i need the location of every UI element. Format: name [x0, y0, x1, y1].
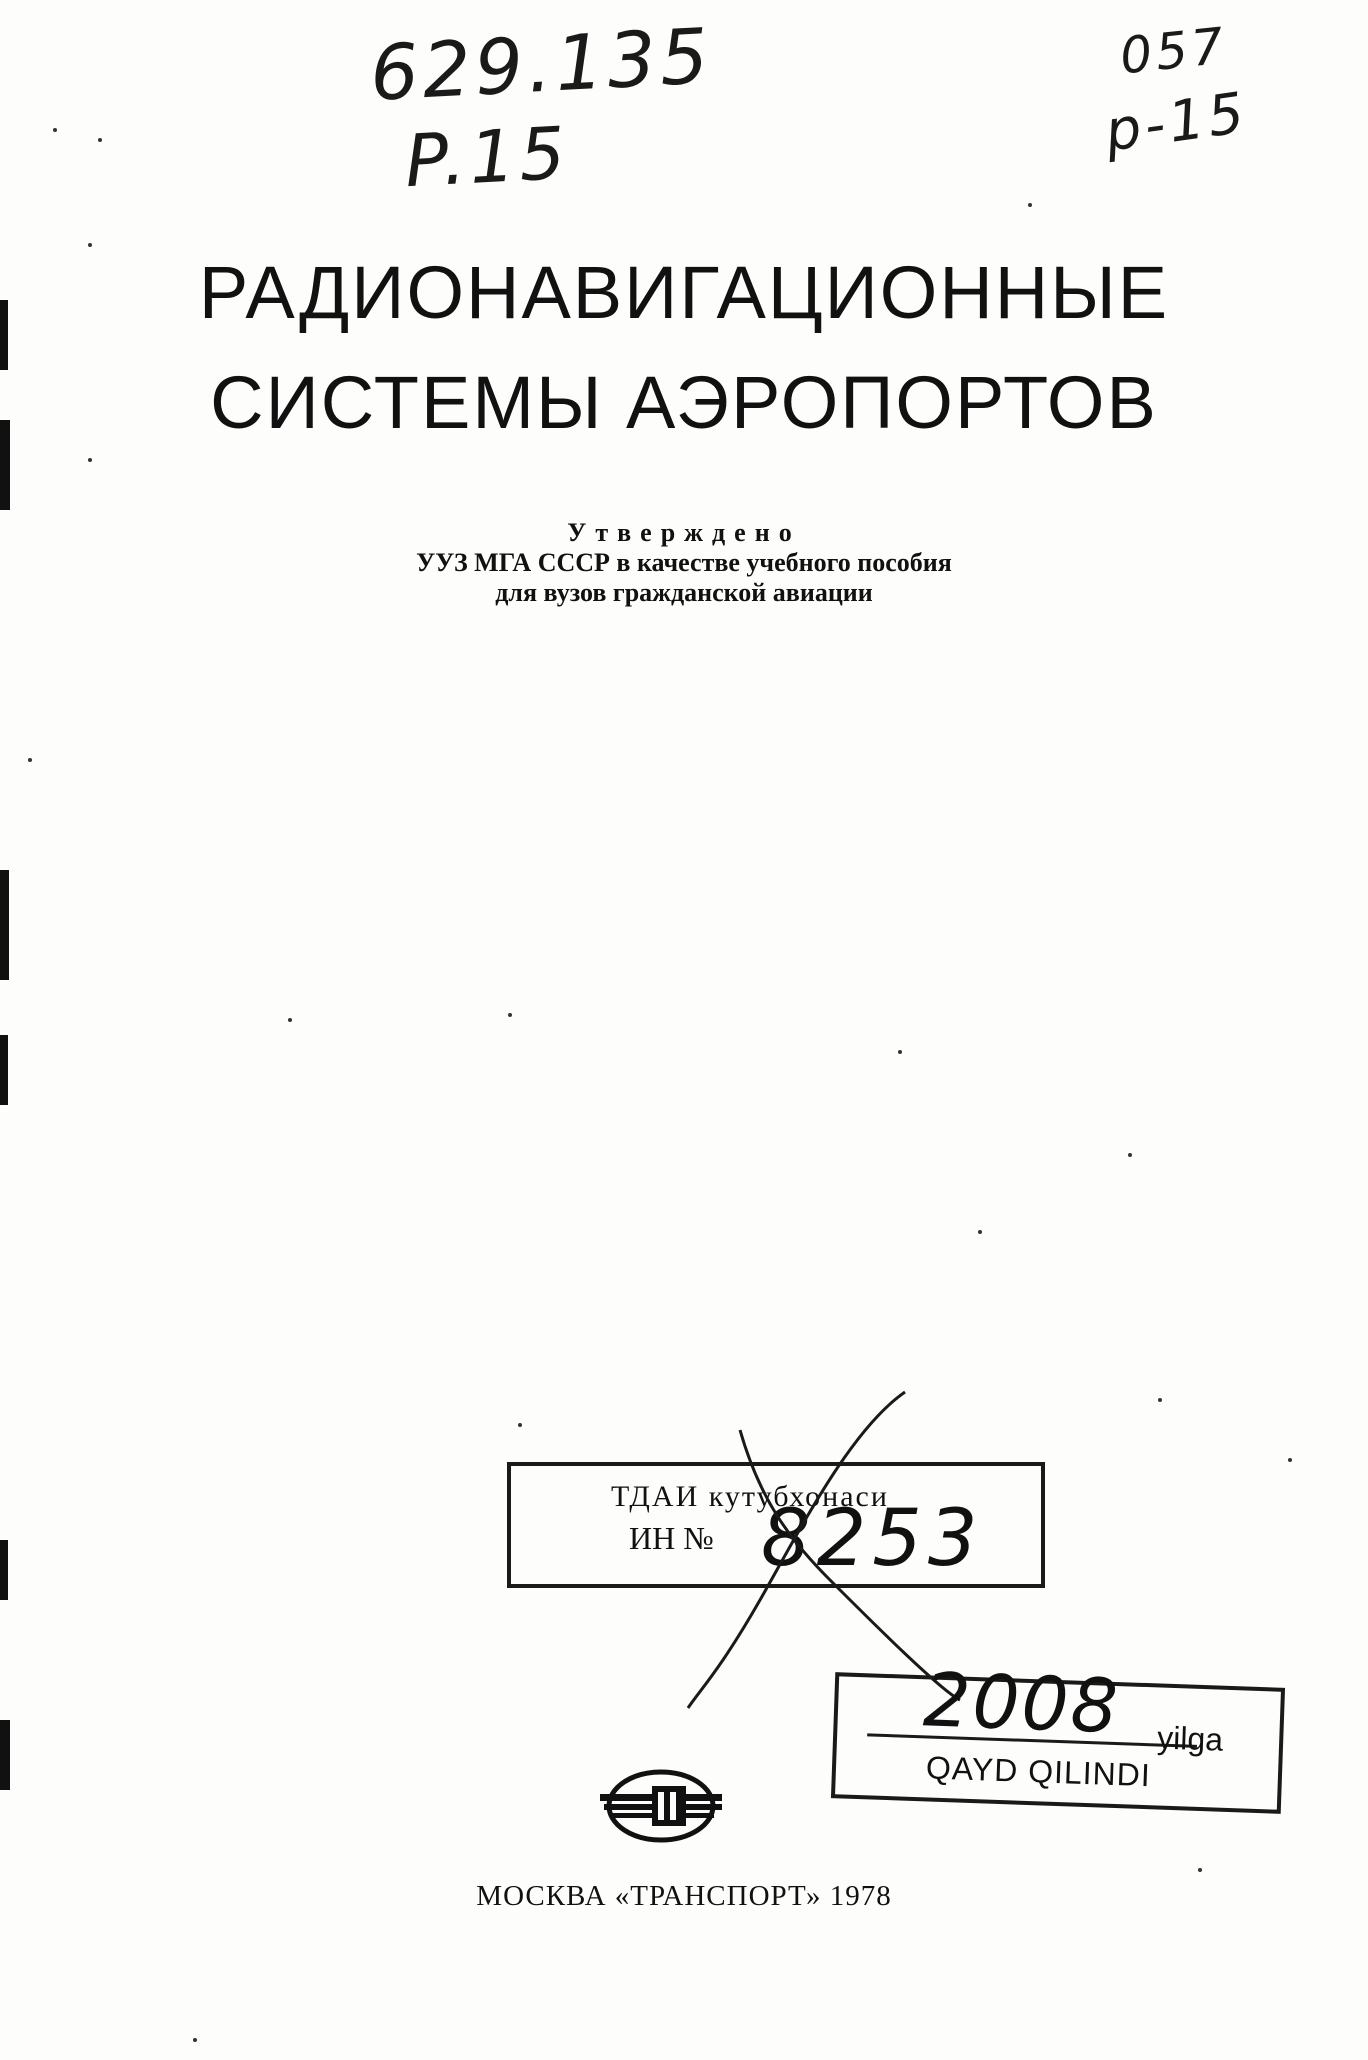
- publisher-emblem-icon: [600, 1768, 722, 1844]
- registration-label: QAYD QILINDI: [925, 1749, 1152, 1794]
- handwritten-shelf-mark: 057: [1117, 16, 1231, 86]
- handwritten-call-number: 629.135: [367, 11, 715, 118]
- publisher-imprint: МОСКВА «ТРАНСПОРТ» 1978: [476, 1880, 892, 1912]
- approval-heading: Утверждено: [567, 518, 801, 547]
- registration-handwritten-year: 2008: [921, 1657, 1122, 1751]
- registration-year-suffix: yilga: [1156, 1719, 1224, 1758]
- book-title-line2: СИСТЕМЫ АЭРОПОРТОВ: [210, 361, 1158, 444]
- approval-authority: УУЗ МГА СССР в качестве учебного пособия: [416, 548, 952, 577]
- library-stamp-name: ТДАИ кутубхонаси: [611, 1480, 889, 1513]
- handwritten-call-number-suffix: P.15: [402, 110, 572, 204]
- handwritten-shelf-mark-suffix: p-15: [1101, 80, 1252, 165]
- library-stamp-handwritten-number: 8253: [761, 1494, 984, 1584]
- book-title-line1: РАДИОНАВИГАЦИОННЫЕ: [198, 251, 1170, 334]
- library-stamp-number-label: ИН №: [629, 1520, 714, 1556]
- approval-audience: для вузов гражданской авиации: [495, 578, 873, 607]
- registration-stamp: [831, 1657, 1285, 1814]
